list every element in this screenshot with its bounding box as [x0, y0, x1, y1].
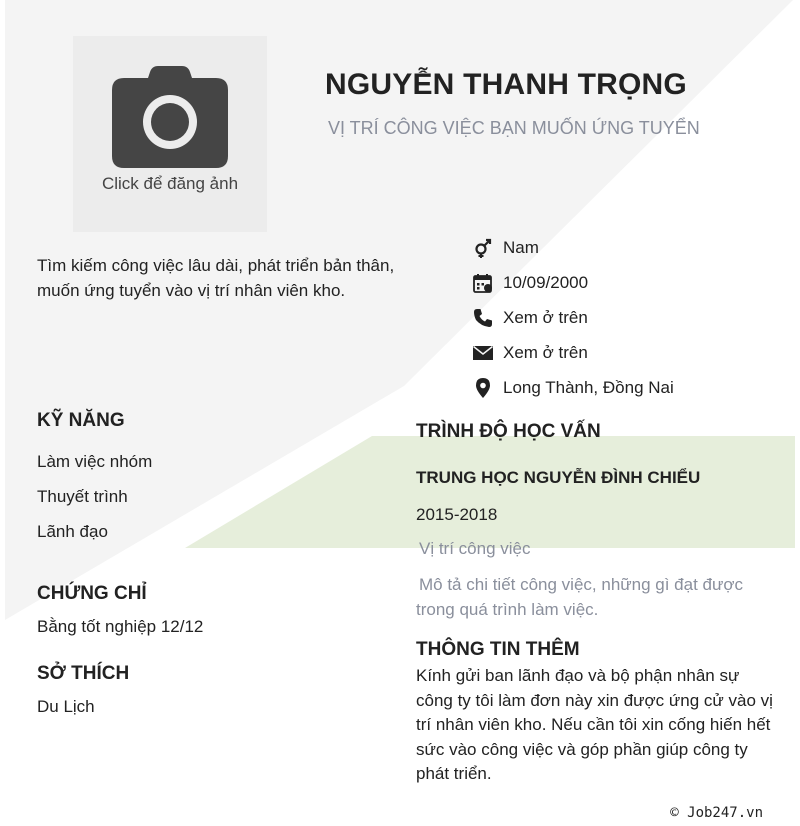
school-name: TRUNG HỌC NGUYỄN ĐÌNH CHIỂU [416, 468, 701, 487]
calendar-icon [472, 272, 494, 294]
contact-gender [472, 230, 792, 265]
camera-icon [112, 64, 228, 168]
gender-icon [472, 237, 494, 259]
gender-value: Nam [503, 237, 539, 257]
education-heading: TRÌNH ĐỘ HỌC VẤN [416, 421, 601, 442]
phone-value: Xem ở trên [503, 307, 588, 327]
photo-upload-label: Click để đăng ảnh [101, 174, 239, 193]
birthday-value: 10/09/2000 [503, 272, 589, 292]
email-value: Xem ở trên [503, 342, 588, 362]
footer-credit: © Job247.vn [670, 805, 763, 821]
contact-address [472, 370, 792, 405]
certificate-item: Bằng tốt nghiệp 12/12 [37, 617, 204, 636]
education-role: Vị trí công việc [419, 539, 531, 558]
career-objective: Tìm kiếm công việc lâu dài, phát triển bản thân, muốn ứng tuyển vào vị trí nhân viên kho. [37, 256, 395, 300]
skill-item: Lãnh đạo [37, 522, 108, 541]
skill-item: Làm việc nhóm [37, 452, 153, 471]
education-years: 2015-2018 [416, 505, 498, 524]
location-pin-icon [472, 377, 494, 399]
extra-info-heading: THÔNG TIN THÊM [416, 639, 580, 660]
education-description: Mô tả chi tiết công việc, những gì đạt được trong quá trình làm việc. [416, 575, 744, 619]
skills-heading: KỸ NĂNG [37, 410, 125, 431]
address-value: Long Thành, Đồng Nai [503, 377, 674, 397]
desired-position: VỊ TRÍ CÔNG VIỆC BẠN MUỐN ỨNG TUYỂN [328, 118, 700, 138]
hobbies-heading: SỞ THÍCH [37, 663, 130, 684]
contact-phone [472, 300, 792, 335]
photo-upload[interactable] [73, 36, 267, 232]
contact-birthday [472, 265, 792, 300]
phone-icon [472, 307, 494, 329]
extra-info-text: Kính gửi ban lãnh đạo và bộ phận nhân sự công ty tôi làm đơn này xin được ứng cử vào vị trí nhân viên kho. Nếu cần tôi xin cống hiến hết sức vào công việc và góp phần giúp công ty phát triển. [416, 666, 773, 783]
hobby-item: Du Lịch [37, 697, 95, 716]
contact-info [472, 230, 792, 405]
contact-email [472, 335, 792, 370]
envelope-icon [472, 342, 494, 364]
candidate-name: NGUYỄN THANH TRỌNG [325, 68, 687, 101]
skill-item: Thuyết trình [37, 487, 128, 506]
certificates-heading: CHỨNG CHỈ [37, 583, 147, 604]
